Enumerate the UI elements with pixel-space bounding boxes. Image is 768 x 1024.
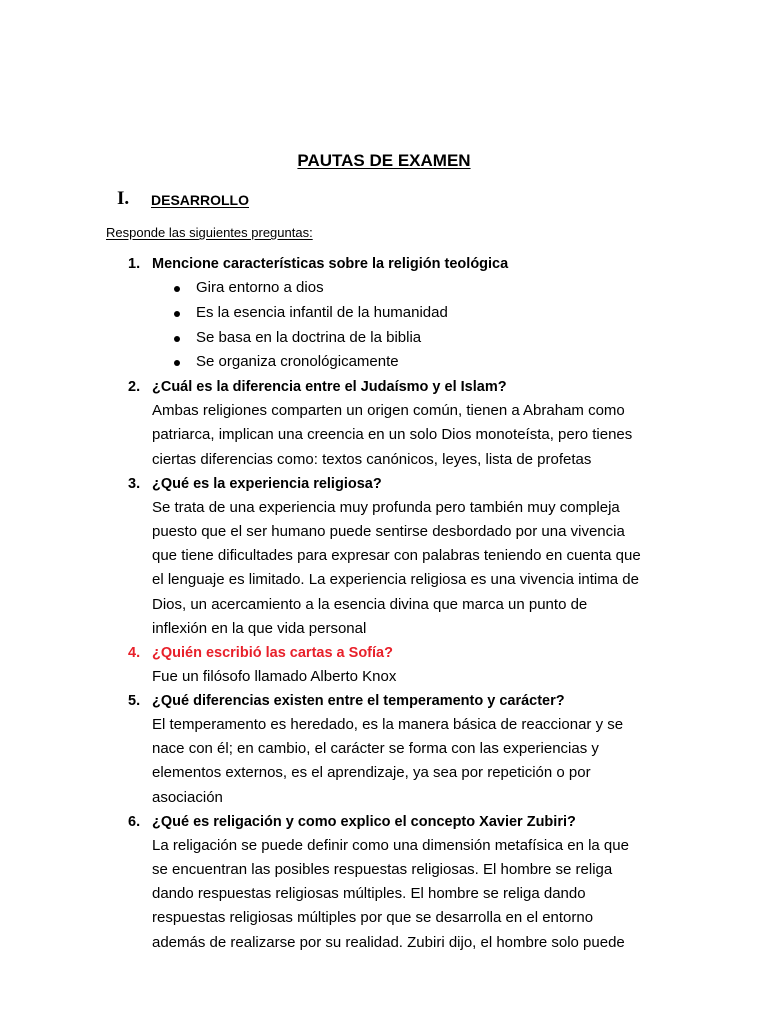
bullet-icon bbox=[174, 360, 180, 366]
question-list bbox=[0, 252, 768, 955]
question-heading bbox=[0, 252, 768, 276]
question-heading bbox=[0, 689, 768, 713]
answer-line: Fue un filósofo llamado Alberto Knox bbox=[152, 667, 397, 685]
answer-line: respuestas religiosas múltiples por que se desarrolla en el entorno bbox=[152, 909, 594, 927]
section-number: I. bbox=[117, 188, 130, 209]
bullet-text: Gira entorno a dios bbox=[196, 279, 324, 296]
answer-line: El temperamento es heredado, es la manera básica de reaccionar y se bbox=[152, 716, 624, 734]
bullet-icon bbox=[174, 286, 180, 292]
answer-line: nace con él; en cambio, el carácter se forma con las experiencias y bbox=[152, 740, 599, 758]
question-text: ¿Cuál es la diferencia entre el Judaísmo y el Islam? bbox=[152, 379, 507, 396]
answer-line: patriarca, implican una creencia en un solo Dios monoteísta, pero tienes bbox=[152, 426, 633, 444]
answer-line: Dios, un acercamiento a la esencia divina que marca un punto de bbox=[152, 595, 588, 613]
instructions-text: Responde las siguientes preguntas: bbox=[106, 225, 313, 240]
bullet-icon bbox=[174, 311, 180, 317]
question-text: Mencione características sobre la religión teológica bbox=[152, 256, 509, 272]
answer-text bbox=[152, 496, 692, 641]
question-item bbox=[0, 472, 768, 641]
answer-line: asociación bbox=[152, 788, 223, 806]
question-number: 6. bbox=[128, 813, 141, 830]
bullet-text: Es la esencia infantil de la humanidad bbox=[196, 303, 448, 321]
answer-line: Ambas religiones comparten un origen común, tienen a Abraham como bbox=[152, 402, 625, 420]
answer-text bbox=[152, 399, 692, 472]
question-item bbox=[0, 810, 768, 955]
answer-text bbox=[152, 713, 692, 810]
bullet-item bbox=[0, 350, 768, 375]
question-item bbox=[0, 375, 768, 472]
page-title-text: PAUTAS DE EXAMEN bbox=[297, 151, 471, 170]
section-title: DESARROLLO bbox=[151, 192, 249, 208]
question-number: 5. bbox=[128, 693, 141, 710]
question-text: ¿Quién escribió las cartas a Sofía? bbox=[152, 644, 393, 661]
question-number: 3. bbox=[128, 475, 141, 492]
answer-line: inflexión en la que vida personal bbox=[152, 619, 367, 637]
question-item bbox=[0, 689, 768, 810]
page-title bbox=[0, 149, 768, 173]
question-heading bbox=[0, 810, 768, 834]
question-number: 4. bbox=[128, 644, 141, 661]
answer-line: se encuentran las posibles respuestas religiosas. El hombre se religa bbox=[152, 861, 613, 878]
answer-line: elementos externos, es el aprendizaje, ya sea por repetición o por bbox=[152, 764, 591, 782]
answer-line: La religación se puede definir como una dimensión metafísica en la que bbox=[152, 836, 629, 854]
answer-text bbox=[152, 834, 692, 955]
question-text: ¿Qué es la experiencia religiosa? bbox=[152, 475, 382, 492]
answer-line: además de realizarse por su realidad. Zubiri dijo, el hombre solo puede bbox=[152, 933, 625, 951]
bullet-text: Se organiza cronológicamente bbox=[196, 353, 399, 371]
answer-line: puesto que el ser humano puede sentirse desbordado por una vivencia bbox=[152, 522, 625, 540]
bullet-text: Se basa en la doctrina de la biblia bbox=[196, 328, 422, 346]
question-number: 2. bbox=[128, 379, 141, 396]
question-heading bbox=[0, 375, 768, 399]
bullet-item bbox=[0, 276, 768, 301]
question-text: ¿Qué es religación y como explico el concepto Xavier Zubiri? bbox=[152, 813, 576, 830]
question-heading bbox=[0, 472, 768, 496]
answer-line: que tiene dificultades para expresar con palabras teniendo en cuenta que bbox=[152, 547, 641, 565]
question-item bbox=[0, 252, 768, 375]
answer-line: dando respuestas religiosas múltiples. El hombre se religa dando bbox=[152, 885, 586, 903]
bullet-item bbox=[0, 301, 768, 326]
answer-text bbox=[152, 665, 692, 689]
answer-line: el lenguaje es limitado. La experiencia religiosa es una vivencia intima de bbox=[152, 571, 639, 589]
bullet-list bbox=[0, 276, 768, 375]
question-text: ¿Qué diferencias existen entre el temperamento y carácter? bbox=[152, 693, 565, 710]
bullet-item bbox=[0, 326, 768, 351]
question-item-highlighted bbox=[0, 641, 768, 689]
question-number: 1. bbox=[128, 256, 141, 272]
bullet-icon bbox=[174, 336, 180, 342]
answer-line: ciertas diferencias como: textos canónicos, leyes, lista de profetas bbox=[152, 450, 592, 468]
question-heading bbox=[0, 641, 768, 665]
answer-line: Se trata de una experiencia muy profunda pero también muy compleja bbox=[152, 498, 620, 516]
